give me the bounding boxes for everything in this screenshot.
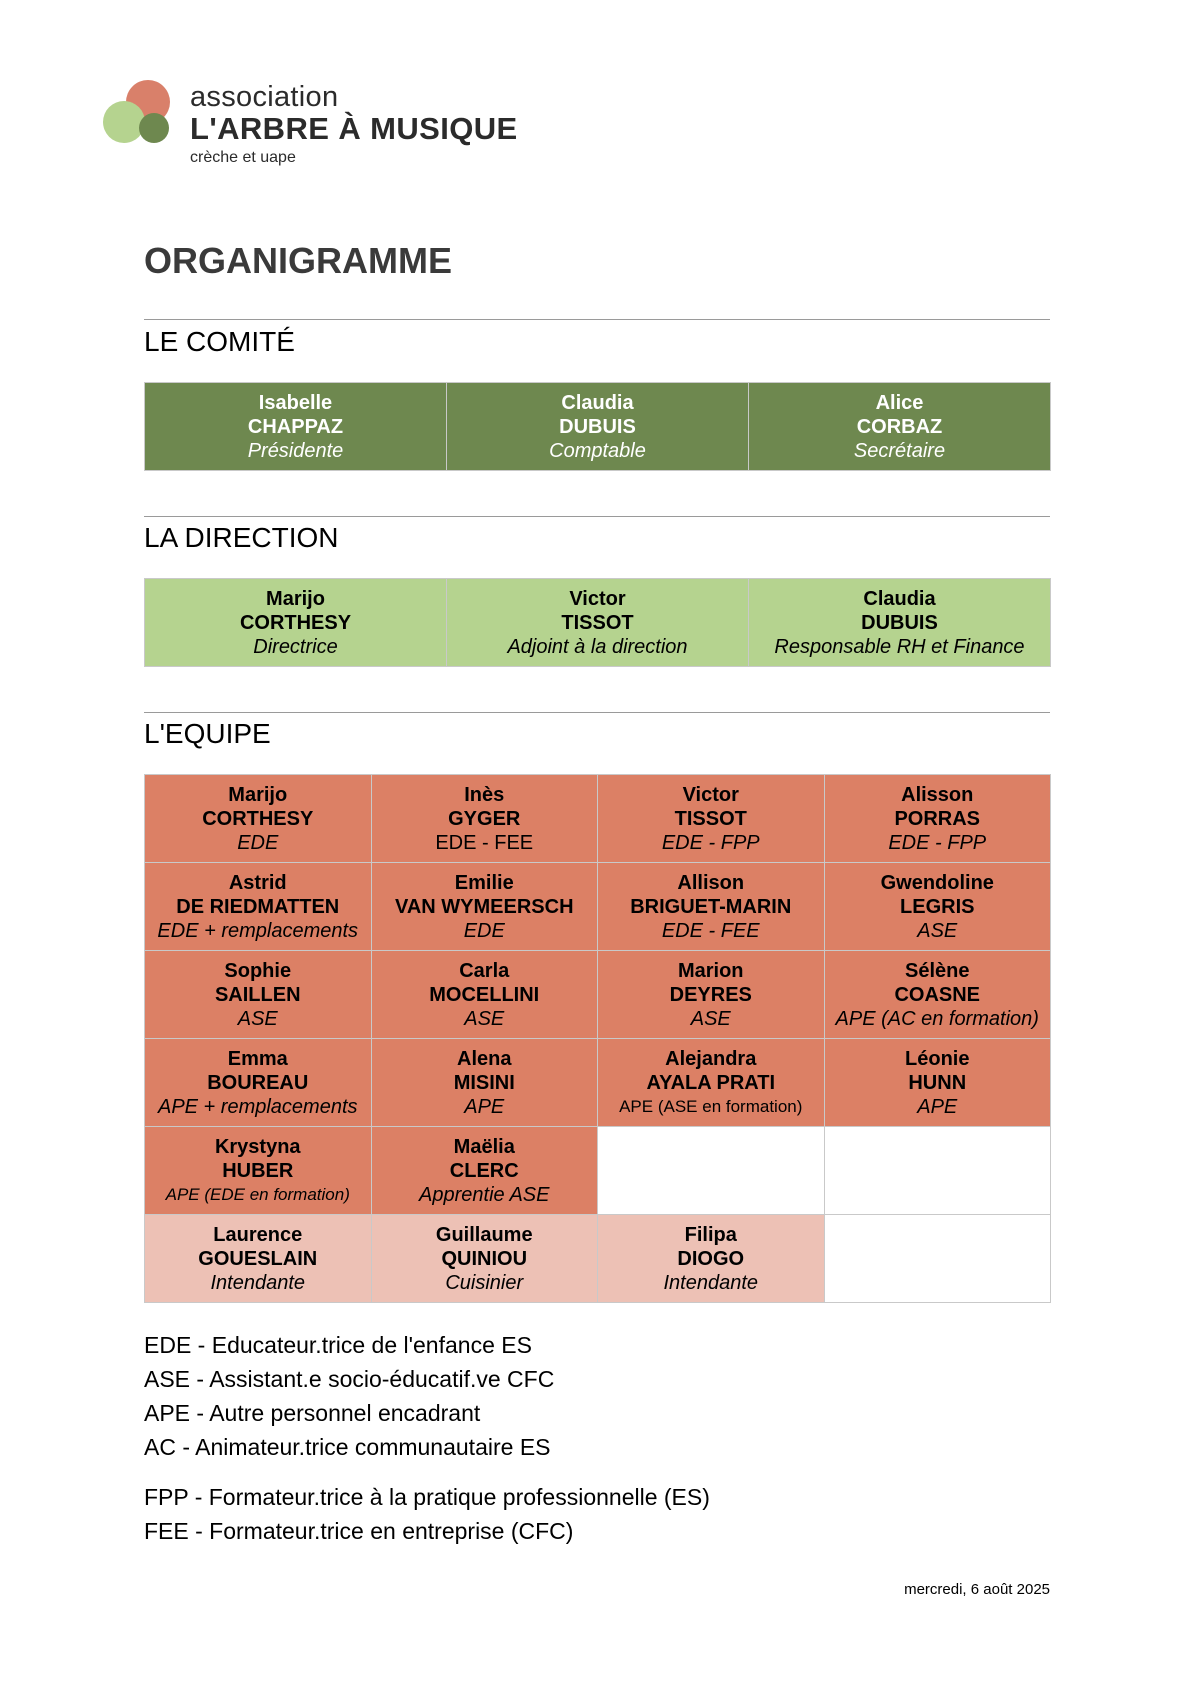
legend-item: APE - Autre personnel encadrant <box>144 1400 481 1426</box>
first-name: Maëlia <box>453 1135 515 1158</box>
logo-name-text: L'ARBRE À MUSIQUE <box>190 111 518 146</box>
first-name: Alice <box>875 391 924 414</box>
last-name: HUNN <box>908 1071 967 1094</box>
team-member <box>825 863 1052 951</box>
first-name: Sélène <box>905 959 970 982</box>
last-name: BOUREAU <box>207 1071 309 1094</box>
first-name: Allison <box>677 871 745 894</box>
team-member <box>372 863 599 951</box>
last-name: DEYRES <box>669 983 752 1006</box>
direction-title: LA DIRECTION <box>144 522 339 553</box>
team-member <box>598 951 825 1039</box>
role: Présidente <box>247 439 344 462</box>
committee-grid <box>144 382 1051 471</box>
direction-member <box>447 579 749 667</box>
last-name: TISSOT <box>674 807 747 830</box>
last-name: AYALA PRATI <box>646 1071 776 1094</box>
document-date: mercredi, 6 août 2025 <box>904 1581 1050 1598</box>
last-name: CORTHESY <box>239 611 352 634</box>
first-name: Léonie <box>905 1047 970 1070</box>
role: Directrice <box>253 635 338 658</box>
team-member <box>598 1039 825 1127</box>
role: EDE - FEE <box>435 831 534 854</box>
last-name: COASNE <box>894 983 981 1006</box>
team-member <box>372 1215 599 1303</box>
abbreviations-legend <box>144 1328 710 1548</box>
role: Responsable RH et Finance <box>774 635 1025 658</box>
team-member <box>145 951 372 1039</box>
logo-tree-icon <box>102 78 178 148</box>
committee-member <box>447 383 749 471</box>
team-member <box>145 1127 372 1215</box>
role: APE (EDE en formation) <box>165 1184 350 1204</box>
role: Intendante <box>663 1271 759 1294</box>
team-member <box>825 1039 1052 1127</box>
first-name: Claudia <box>561 391 634 414</box>
legend-item: AC - Animateur.trice communautaire ES <box>144 1434 551 1460</box>
first-name: Alena <box>457 1047 512 1070</box>
committee-title: LE COMITÉ <box>144 326 295 357</box>
team-member <box>372 1127 599 1215</box>
role: ASE <box>917 919 958 942</box>
direction-member <box>145 579 447 667</box>
page-title: ORGANIGRAMME <box>144 240 452 281</box>
role: EDE <box>237 831 279 854</box>
team-grid <box>144 774 1051 1303</box>
legend-item: ASE - Assistant.e socio-éducatif.ve CFC <box>144 1366 555 1392</box>
role: Apprentie ASE <box>419 1183 550 1206</box>
team-member <box>145 775 372 863</box>
last-name: DE RIEDMATTEN <box>176 895 340 918</box>
empty-cell <box>825 1127 1052 1215</box>
first-name: Claudia <box>863 587 936 610</box>
role: APE + remplacements <box>157 1095 358 1118</box>
last-name: CORTHESY <box>202 807 314 830</box>
legend-item: FEE - Formateur.trice en entreprise (CFC) <box>144 1518 574 1544</box>
role: EDE - FPP <box>661 831 760 854</box>
role: ASE <box>464 1007 505 1030</box>
direction-grid <box>144 578 1051 667</box>
team-member <box>598 775 825 863</box>
team-member <box>372 1039 599 1127</box>
last-name: CLERC <box>449 1159 519 1182</box>
last-name: LEGRIS <box>900 895 975 918</box>
role: Adjoint à la direction <box>507 635 688 658</box>
last-name: CORBAZ <box>856 415 943 438</box>
role: APE (AC en formation) <box>835 1007 1039 1030</box>
committee-member <box>749 383 1051 471</box>
first-name: Laurence <box>213 1223 303 1246</box>
last-name: BRIGUET-MARIN <box>630 895 792 918</box>
role: Cuisinier <box>445 1271 524 1294</box>
direction-member <box>749 579 1051 667</box>
first-name: Isabelle <box>258 391 333 414</box>
last-name: SAILLEN <box>214 983 301 1006</box>
role: APE <box>917 1095 958 1118</box>
role: Comptable <box>549 439 646 462</box>
last-name: DUBUIS <box>559 415 636 438</box>
first-name: Marijo <box>266 587 325 610</box>
section-divider <box>144 319 1050 320</box>
first-name: Sophie <box>224 959 292 982</box>
team-member <box>598 1215 825 1303</box>
section-divider <box>144 516 1050 517</box>
first-name: Emma <box>227 1047 288 1070</box>
team-member <box>145 863 372 951</box>
role: EDE - FPP <box>888 831 987 854</box>
logo-wordmark <box>190 82 518 168</box>
first-name: Marijo <box>228 783 288 806</box>
logo <box>102 78 522 168</box>
first-name: Krystyna <box>214 1135 301 1158</box>
last-name: DUBUIS <box>861 611 938 634</box>
logo-subtitle-text: crèche et uape <box>190 149 296 166</box>
last-name: TISSOT <box>561 611 634 634</box>
first-name: Victor <box>569 587 626 610</box>
last-name: DIOGO <box>677 1247 745 1270</box>
section-divider <box>144 712 1050 713</box>
last-name: MISINI <box>453 1071 515 1094</box>
role: EDE - FEE <box>661 919 760 942</box>
first-name: Alisson <box>901 783 974 806</box>
first-name: Emilie <box>454 871 514 894</box>
first-name: Carla <box>459 959 510 982</box>
role: Intendante <box>210 1271 306 1294</box>
first-name: Alejandra <box>665 1047 757 1070</box>
role: APE (ASE en formation) <box>619 1096 803 1116</box>
empty-cell <box>598 1127 825 1215</box>
last-name: GOUESLAIN <box>198 1247 318 1270</box>
role: Secrétaire <box>853 439 946 462</box>
empty-cell <box>825 1215 1052 1303</box>
role: EDE <box>463 919 505 942</box>
role: ASE <box>237 1007 278 1030</box>
legend-item: EDE - Educateur.trice de l'enfance ES <box>144 1332 532 1358</box>
first-name: Guillaume <box>435 1223 533 1246</box>
logo-association-text: association <box>190 81 339 113</box>
team-member <box>145 1215 372 1303</box>
role: APE <box>464 1095 505 1118</box>
role: EDE + remplacements <box>157 919 359 942</box>
first-name: Inès <box>464 783 505 806</box>
first-name: Astrid <box>228 871 287 894</box>
first-name: Marion <box>677 959 744 982</box>
committee-member <box>145 383 447 471</box>
last-name: VAN WYMEERSCH <box>394 895 574 918</box>
team-member <box>372 775 599 863</box>
last-name: PORRAS <box>894 807 981 830</box>
legend-item: FPP - Formateur.trice à la pratique professionnelle (ES) <box>144 1484 710 1510</box>
team-title: L'EQUIPE <box>144 718 271 749</box>
team-member <box>598 863 825 951</box>
team-member <box>145 1039 372 1127</box>
first-name: Gwendoline <box>880 871 994 894</box>
first-name: Victor <box>682 783 739 806</box>
last-name: CHAPPAZ <box>247 415 344 438</box>
role: ASE <box>690 1007 731 1030</box>
last-name: QUINIOU <box>441 1247 528 1270</box>
last-name: HUBER <box>222 1159 294 1182</box>
first-name: Filipa <box>684 1223 737 1246</box>
team-member <box>372 951 599 1039</box>
team-member <box>825 951 1052 1039</box>
last-name: GYGER <box>448 807 521 830</box>
legend-spacer <box>144 1464 710 1480</box>
last-name: MOCELLINI <box>429 983 540 1006</box>
team-member <box>825 775 1052 863</box>
